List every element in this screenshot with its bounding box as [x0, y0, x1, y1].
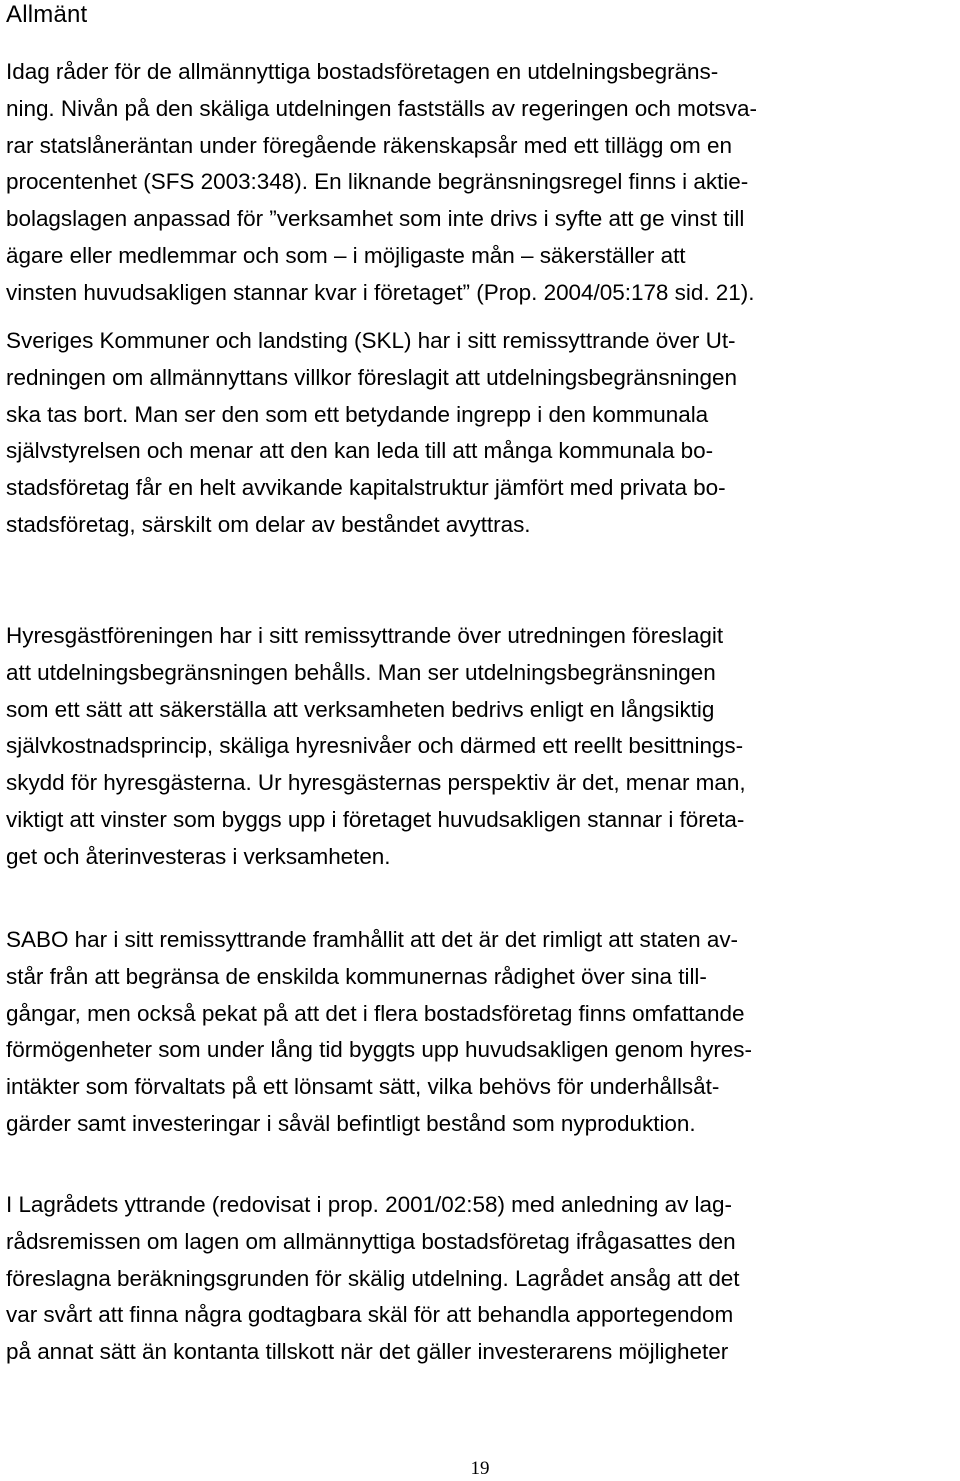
text-line: förmögenheter som under lång tid byggts upp huvudsakligen genom hyres- [6, 1037, 752, 1063]
paragraph-2 [6, 323, 956, 544]
text-line: som ett sätt att säkerställa att verksamheten bedrivs enligt en långsiktig [6, 696, 715, 722]
text-line: ska tas bort. Man ser den som ett betydande ingrepp i den kommunala [6, 401, 709, 427]
text-line: självstyrelsen och menar att den kan leda till att många kommunala bo- [6, 438, 714, 464]
paragraph-5 [6, 1187, 956, 1371]
text-line: redningen om allmännyttans villkor föreslagit att utdelningsbegränsningen [6, 364, 737, 390]
text-line: stadsföretag, särskilt om delar av beståndet avyttras. [6, 511, 531, 537]
text-line: var svårt att finna några godtagbara skäl för att behandla apportegendom [6, 1302, 734, 1328]
text-line: Idag råder för de allmännyttiga bostadsföretagen en utdelningsbegräns- [6, 59, 719, 84]
paragraph-3 [6, 618, 956, 876]
text-line: procentenhet (SFS 2003:348). En liknande begränsningsregel finns i aktie- [6, 169, 749, 195]
text-line: ägare eller medlemmar och som – i möjligaste mån – säkerställer att [6, 242, 686, 268]
text-line: ning. Nivån på den skäliga utdelningen fastställs av regeringen och motsva- [6, 95, 757, 121]
text-line: I Lagrådets yttrande (redovisat i prop. 2001/02:58) med anledning av lag- [6, 1192, 732, 1217]
text-line: att utdelningsbegränsningen behålls. Man ser utdelningsbegränsningen [6, 659, 716, 685]
text-line: get och återinvesteras i verksamheten. [6, 843, 391, 869]
text-line: viktigt att vinster som byggs upp i företaget huvudsakligen stannar i företa- [6, 806, 745, 832]
text-line: rar statslåneräntan under föregående räkenskapsår med ett tillägg om en [6, 132, 732, 158]
text-line: på annat sätt än kontanta tillskott när det gäller investerarens möjligheter [6, 1339, 729, 1365]
text-line: vinsten huvudsakligen stannar kvar i företaget” (Prop. 2004/05:178 sid. 21). [6, 279, 755, 305]
page-number: 19 [470, 1458, 490, 1479]
text-line: intäkter som förvaltats på ett lönsamt sätt, vilka behövs för underhållsåt- [6, 1074, 720, 1100]
text-line: gångar, men också pekat på att det i flera bostadsföretag finns omfattande [6, 1000, 745, 1026]
text-line: stadsföretag får en helt avvikande kapitalstruktur jämfört med privata bo- [6, 475, 726, 501]
section-heading: Allmänt [6, 1, 88, 28]
text-line: skydd för hyresgästerna. Ur hyresgästernas perspektiv är det, menar man, [6, 770, 746, 796]
paragraph-1 [6, 54, 956, 312]
text-line: bolagslagen anpassad för ”verksamhet som inte drivs i syfte att ge vinst till [6, 206, 745, 232]
text-line: Hyresgästföreningen har i sitt remissyttrande över utredningen föreslagit [6, 623, 724, 648]
text-line: gärder samt investeringar i såväl befintligt bestånd som nyproduktion. [6, 1110, 696, 1136]
text-line: står från att begränsa de enskilda kommunernas rådighet över sina till- [6, 963, 707, 989]
text-line: Sveriges Kommuner och landsting (SKL) har i sitt remissyttrande över Ut- [6, 328, 736, 353]
paragraph-4 [6, 922, 956, 1143]
text-line: rådsremissen om lagen om allmännyttiga bostadsföretag ifrågasattes den [6, 1228, 736, 1254]
text-line: självkostnadsprincip, skäliga hyresnivåer och därmed ett reellt besittnings- [6, 733, 744, 759]
text-line: föreslagna beräkningsgrunden för skälig utdelning. Lagrådet ansåg att det [6, 1265, 740, 1291]
text-line: SABO har i sitt remissyttrande framhållit att det är det rimligt att staten av- [6, 927, 739, 952]
